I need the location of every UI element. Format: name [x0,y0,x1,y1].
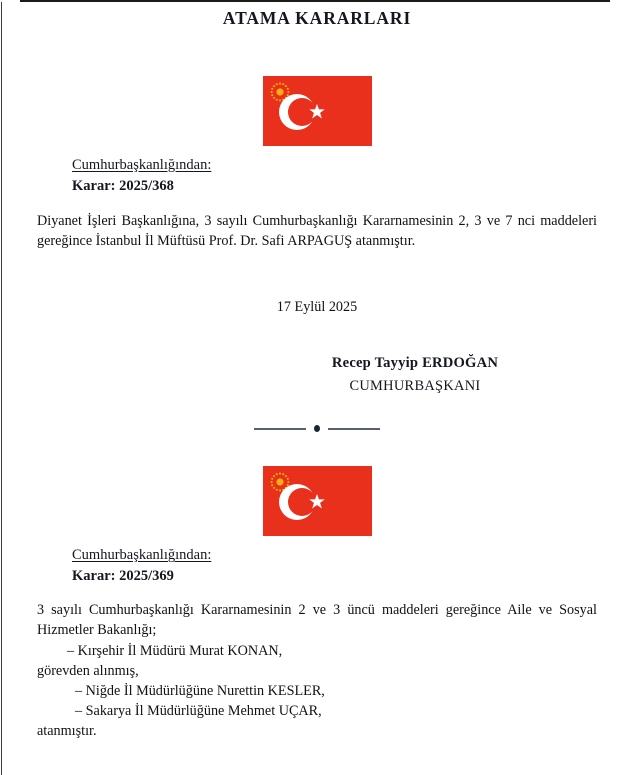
decree-body-2-item-1: – Kırşehir İl Müdürü Murat KONAN, [67,642,283,659]
decree-body-2-item-3: – Sakarya İl Müdürlüğüne Mehmet UÇAR, [75,703,322,720]
decree-date-1: 17 Eylül 2025 [276,299,358,316]
star-icon [308,493,326,511]
decree-block-2 [33,466,601,741]
signatory-title-1: CUMHURBAŞKANI [349,378,481,395]
turkish-flag-icon [263,466,372,536]
decree-body-2-relieved: görevden alınmış, [37,662,139,679]
decree-body-2 [37,600,597,741]
signature-block-1 [33,355,601,395]
section-divider [33,425,601,432]
decision-number-1: Karar: 2025/368 [72,178,174,194]
emblem-container-1 [33,76,601,146]
star-icon [308,103,326,121]
turkish-flag-icon [263,76,372,146]
decision-number-2: Karar: 2025/369 [72,568,174,585]
emblem-container-2 [33,466,601,536]
issuer-heading-2: Cumhurbaşkanlığından: [72,547,212,564]
decree-body-2-appointed: atanmıştır. [37,723,97,740]
page-title: ATAMA KARARLARI [222,8,412,28]
issuer-heading-1: Cumhurbaşkanlığından: [72,157,212,173]
divider-rule-right [328,428,380,430]
divider-dot [314,425,320,432]
decree-body-2-item-2: – Niğde İl Müdürlüğüne Nurettin KESLER, [75,682,325,699]
decree-body-1: Diyanet İşleri Başkanlığına, 3 sayılı Cumhurbaşkanlığı Kararnamesinin 2, 3 ve 7 nci maddeleri gereğince İstanbul İl Müftüsü Prof. Dr. Safi ARPAGUŞ atanmıştır. [37,213,597,250]
signatory-name-1: Recep Tayyip ERDOĞAN [331,355,499,372]
divider-rule-left [254,428,306,430]
decree-body-2-intro: 3 sayılı Cumhurbaşkanlığı Kararnamesinin 2 ve 3 üncü maddeleri gereğince Aile ve Sosyal Hizmetler Bakanlığı; [37,602,597,639]
decree-block-1 [33,76,601,395]
